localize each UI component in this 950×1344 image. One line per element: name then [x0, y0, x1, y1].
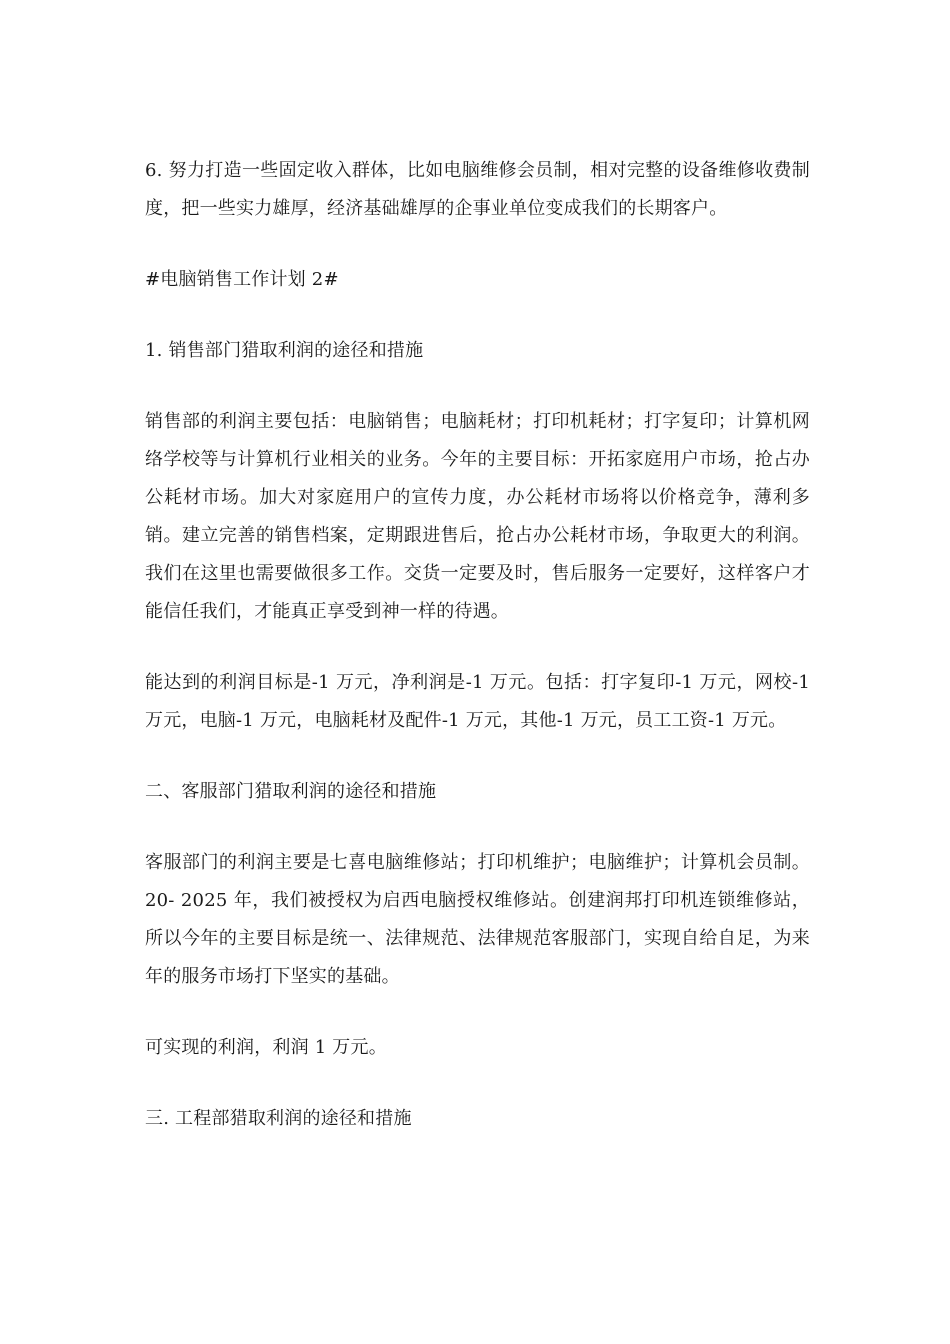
document-body: [145, 152, 810, 1171]
heading-engineering-department: 三. 工程部猎取利润的途径和措施: [145, 1108, 412, 1129]
paragraph-customer-service-profit: 客服部门的利润主要是七喜电脑维修站；打印机维护；电脑维护；计算机会员制。20- 2025 年，我们被授权为启西电脑授权维修站。创建润邦打印机连锁维修站，所以今年的主要目标是统一、法律规范、法律规范客服部门，实现自给自足，为来年的服务市场打下坚实的基础。: [145, 852, 810, 987]
section-title-sales-plan-2: #电脑销售工作计划 2#: [145, 269, 339, 290]
heading-sales-department: 1. 销售部门猎取利润的途径和措施: [145, 340, 424, 361]
paragraph-achievable-profit: 可实现的利润，利润 1 万元。: [145, 1037, 387, 1058]
paragraph-profit-target: 能达到的利润目标是-1 万元，净利润是-1 万元。包括：打字复印-1 万元，网校-1 万元，电脑-1 万元，电脑耗材及配件-1 万元，其他-1 万元，员工工资-1 万元。: [145, 672, 810, 731]
paragraph-membership-plan: 6. 努力打造一些固定收入群体，比如电脑维修会员制，相对完整的设备维修收费制度，把一些实力雄厚，经济基础雄厚的企事业单位变成我们的长期客户。: [145, 160, 810, 219]
paragraph-sales-profit: 销售部的利润主要包括：电脑销售；电脑耗材；打印机耗材；打字复印；计算机网络学校等与计算机行业相关的业务。今年的主要目标：开拓家庭用户市场，抢占办公耗材市场。加大对家庭用户的宣传力度，办公耗材市场将以价格竞争，薄利多销。建立完善的销售档案，定期跟进售后，抢占办公耗材市场，争取更大的利润。我们在这里也需要做很多工作。交货一定要及时，售后服务一定要好，这样客户才能信任我们，才能真正享受到神一样的待遇。: [145, 411, 810, 622]
heading-customer-service: 二、客服部门猎取利润的途径和措施: [145, 781, 437, 802]
